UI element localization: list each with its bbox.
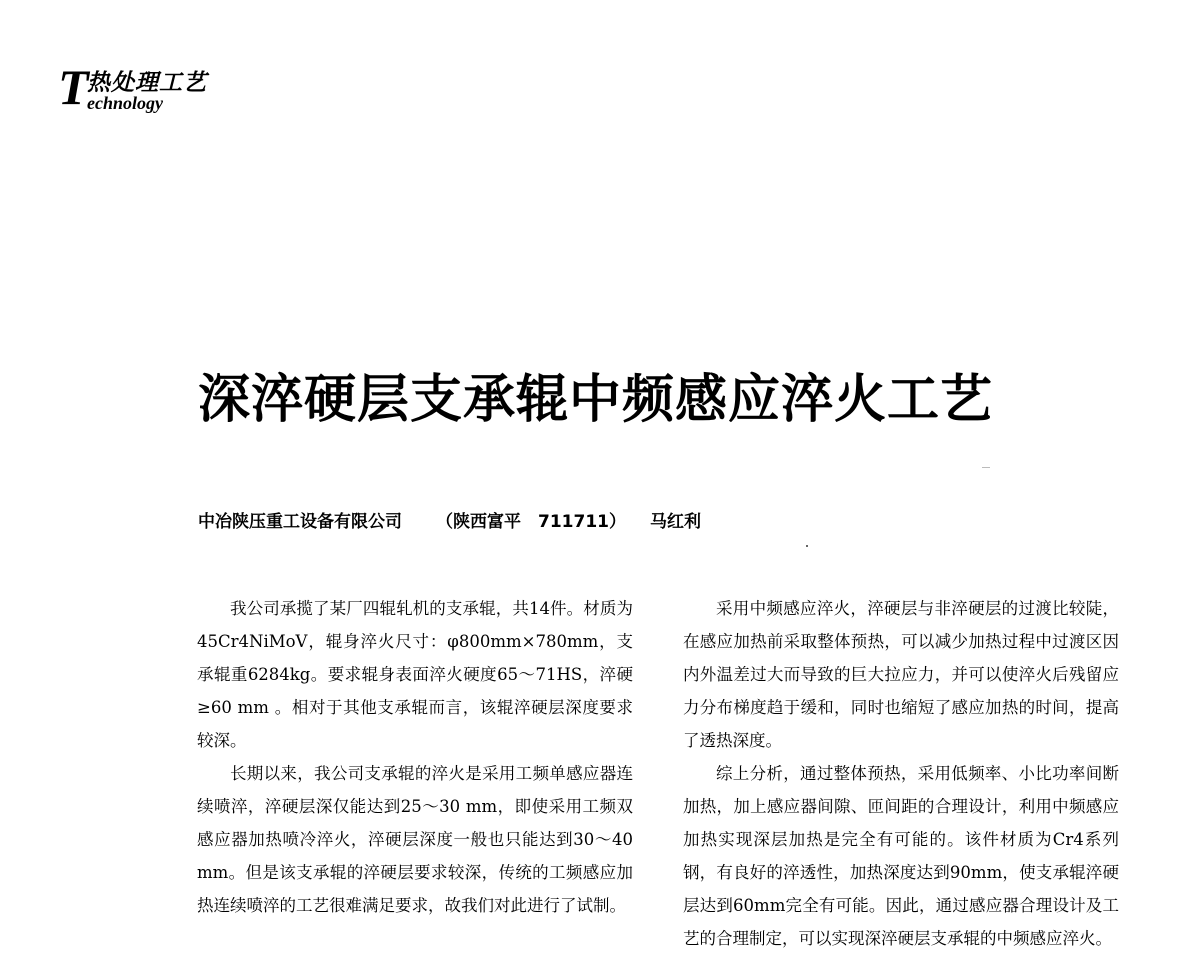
body-paragraph: 我公司承揽了某厂四辊轧机的支承辊，共14件。材质为45Cr4NiMoV，辊身淬火尺寸：φ800mm×780mm，支承辊重6284kg。要求辊身表面淬火硬度65～71HS，淬硬≥60 mm 。相对于其他支承辊而言，该辊淬硬层深度要求较深。 bbox=[197, 599, 633, 750]
body-column-left bbox=[197, 592, 633, 922]
logo-letter: T bbox=[58, 59, 89, 115]
author-line bbox=[198, 507, 701, 532]
article-title: 深淬硬层支承辊中频感应淬火工艺 bbox=[198, 369, 994, 430]
section-logo bbox=[58, 59, 258, 122]
scan-speck bbox=[806, 545, 808, 547]
body-column-right bbox=[683, 592, 1119, 955]
section-title-en: echnology bbox=[87, 93, 163, 113]
body-paragraph: 采用中频感应淬火，淬硬层与非淬硬层的过渡比较陡，在感应加热前采取整体预热，可以减少加热过程中过渡区因内外温差过大而导致的巨大拉应力，并可以使淬火后残留应力分布梯度趋于缓和，同时也缩短了感应加热的时间，提高了透热深度。 bbox=[683, 599, 1119, 750]
author-name: 马红利 bbox=[649, 512, 701, 532]
body-paragraph: 综上分析，通过整体预热，采用低频率、小比功率间断加热，加上感应器间隙、匝间距的合理设计，利用中频感应加热实现深层加热是完全有可能的。该件材质为Cr4系列钢，有良好的淬透性，加热深度达到90mm，使支承辊淬硬层达到60mm完全有可能。因此，通过感应器合理设计及工艺的合理制定，可以实现深淬硬层支承辊的中频感应淬火。 bbox=[683, 764, 1119, 948]
scan-speck bbox=[982, 467, 990, 468]
section-title-cn: 热处理工艺 bbox=[87, 69, 207, 96]
body-paragraph: 长期以来，我公司支承辊的淬火是采用工频单感应器连续喷淬，淬硬层深仅能达到25～30 mm，即使采用工频双感应器加热喷冷淬火，淬硬层深度一般也只能达到30～40 mm。但是该支承辊的淬硬层要求较深，传统的工频感应加热连续喷淬的工艺很难满足要求，故我们对此进行了试制。 bbox=[197, 764, 633, 915]
affiliation: 中冶陕压重工设备有限公司 bbox=[198, 512, 402, 532]
affiliation-location: （陕西富平 711711） bbox=[436, 512, 626, 532]
